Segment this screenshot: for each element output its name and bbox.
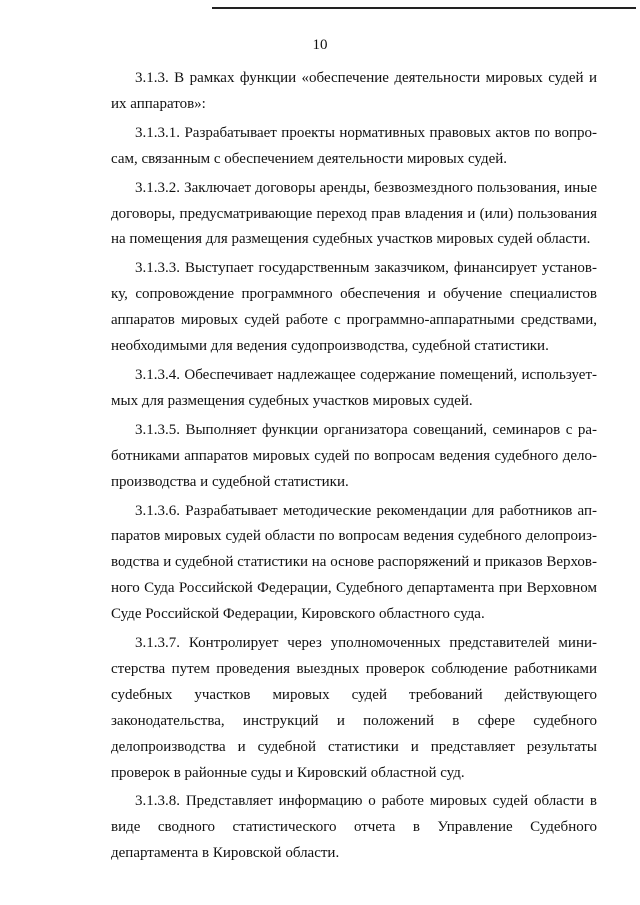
page-number: 10 bbox=[312, 37, 328, 53]
paragraph-3-1-3-7: 3.1.3.7. Контролирует через уполномоченных представителей министерства путем проведения выездных проверок соблюдение работниками суdебных участков мировых судей требований действующего законодательства, инструкций и положений в сфере судебного делопроизводства и судебной статистики и представляет результаты проверок в районные суды и Кировский областной суд. bbox=[111, 635, 597, 781]
paragraph-3-1-3-2: 3.1.3.2. Заключает договоры аренды, безвозмездного пользования, иные договоры, предусматривающие переход прав владения и (или) пользования на помещения для размещения судебных участков мировых судей области. bbox=[111, 179, 597, 248]
paragraph-3-1-3-4: 3.1.3.4. Обеспечивает надлежащее содержание помещений, используетмых для размещения судебных участков мировых судей. bbox=[111, 366, 597, 409]
paragraph-3-1-3-1: 3.1.3.1. Разрабатывает проекты нормативных правовых актов по вопросам, связанным с обеспечением деятельности мировых судей. bbox=[111, 124, 597, 167]
paragraph-3-1-3-6: 3.1.3.6. Разрабатывает методические рекомендации для работников аппаратов мировых судей области по вопросам ведения судебного делопроизводства и судебной статистики на основе распоряжений и приказов Верховного Суда Российской Федерации, Судебного департамента при Верховном Суде Российской Федерации, Кировского областного суда. bbox=[111, 502, 597, 623]
document-body bbox=[111, 66, 597, 870]
paragraph-3-1-3-3: 3.1.3.3. Выступает государственным заказчиком, финансирует установку, сопровождение программного обеспечения и обучение специалистов аппаратов мировых судей работе с программно-аппаратными средствами, необходимыми для ведения судопроизводства, судебной статистики. bbox=[111, 260, 597, 355]
paragraph-3-1-3-5: 3.1.3.5. Выполняет функции организатора совещаний, семинаров с работниками аппаратов мировых судей по вопросам ведения судебного делопроизводства и судебной статистики. bbox=[111, 421, 597, 490]
top-rule bbox=[212, 7, 636, 9]
paragraph-3-1-3-8: 3.1.3.8. Представляет информацию о работе мировых судей области в виде сводного статистического отчета в Управление Судебного департамента в Кировской области. bbox=[111, 793, 597, 862]
paragraph-3-1-3: 3.1.3. В рамках функции «обеспечение деятельности мировых судей и их аппаратов»: bbox=[111, 70, 597, 112]
